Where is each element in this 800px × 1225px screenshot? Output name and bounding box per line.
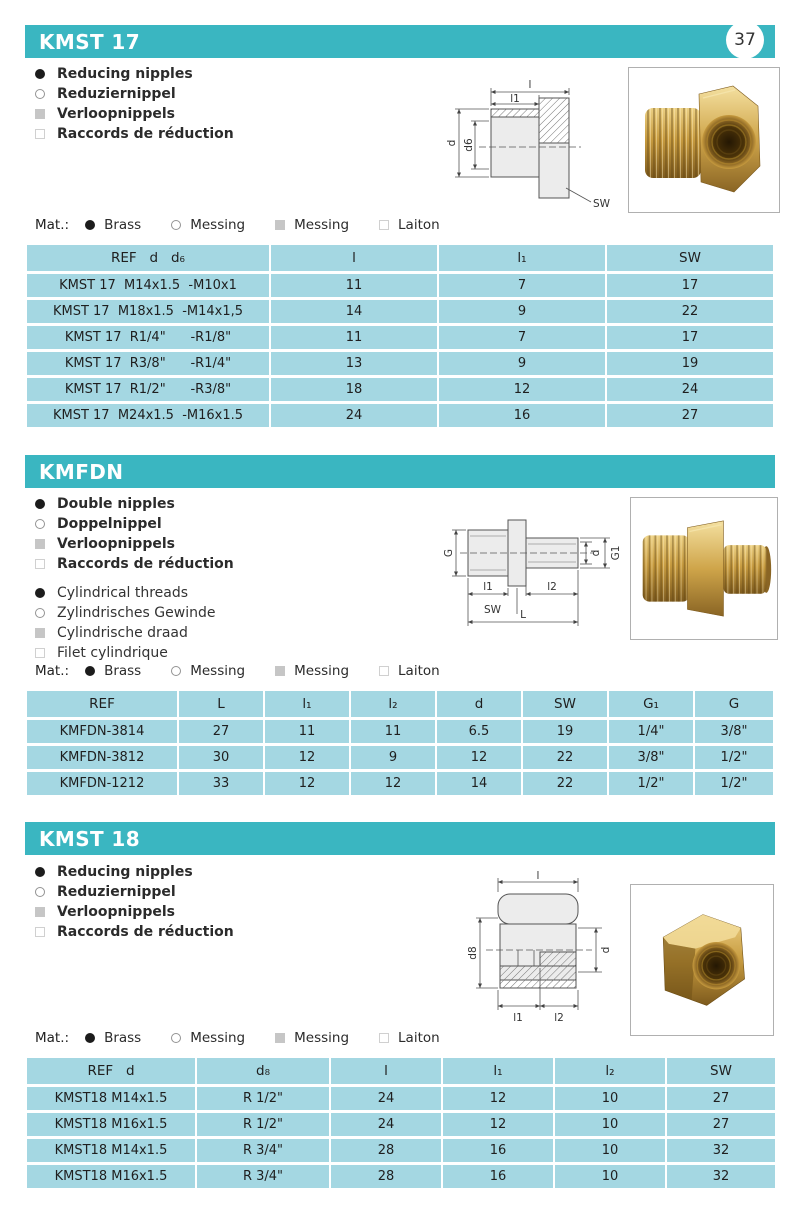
column-header: SW [667, 1058, 775, 1084]
filled-square-marker-icon [35, 109, 45, 119]
bullet-item [35, 534, 234, 554]
table-cell: 9 [439, 352, 605, 375]
column-header: l [271, 245, 437, 271]
table-cell: 14 [437, 772, 521, 795]
table-row [27, 746, 773, 769]
table-cell: 27 [667, 1113, 775, 1136]
table-cell: 12 [437, 746, 521, 769]
dim-label-l1: l1 [483, 581, 493, 593]
bullet-label: Raccords de réduction [57, 556, 234, 572]
table-row [27, 772, 773, 795]
table-cell: 24 [607, 378, 773, 401]
dim-label-l2: l2 [554, 1012, 564, 1024]
table-cell: 10 [555, 1113, 665, 1136]
table-cell: KMST 17 R1/4" -R1/8" [27, 326, 269, 349]
table-cell: KMST18 M16x1.5 [27, 1113, 195, 1136]
bullet-item [35, 64, 234, 84]
bullet-label: Raccords de réduction [57, 924, 234, 940]
table-cell: 10 [555, 1139, 665, 1162]
table-cell: 17 [607, 326, 773, 349]
filled-circle-marker-icon [35, 588, 45, 598]
dim-label-l2: l2 [547, 581, 557, 593]
section-header-kmst18 [25, 822, 775, 855]
dim-label-G: G [443, 548, 455, 558]
table-cell: 32 [667, 1165, 775, 1188]
dim-label-l1: l1 [513, 1012, 523, 1024]
bullet-item [35, 583, 215, 603]
dim-label-d: d [590, 549, 602, 557]
materials-line-kmst18 [35, 1029, 470, 1047]
spec-table-kmst17 [25, 242, 775, 430]
filled-circle-marker-icon [85, 1033, 95, 1043]
table-cell: 27 [607, 404, 773, 427]
open-square-marker-icon [379, 1033, 389, 1043]
table-cell: 1/2" [695, 772, 773, 795]
technical-diagram-kmst17 [433, 76, 628, 216]
page-number: 37 [734, 30, 756, 50]
filled-square-marker-icon [275, 666, 285, 676]
table-header [27, 245, 773, 271]
open-square-marker-icon [35, 559, 45, 569]
bullet-item [35, 623, 215, 643]
open-circle-marker-icon [35, 608, 45, 618]
dim-label-G1: G1 [610, 545, 622, 561]
table-cell: 1/2" [609, 772, 693, 795]
table-cell: 13 [271, 352, 437, 375]
column-header: REF d d₆ [27, 245, 269, 271]
section-title-kmfdn: KMFDN [39, 459, 124, 484]
table-cell: 12 [439, 378, 605, 401]
dim-label-d6: d6 [463, 138, 475, 152]
filled-circle-marker-icon [35, 69, 45, 79]
table-cell: 9 [351, 746, 435, 769]
table-cell: 24 [271, 404, 437, 427]
column-header: REF d [27, 1058, 195, 1084]
table-cell: 22 [607, 300, 773, 323]
table-cell: 30 [179, 746, 263, 769]
bullet-label: Reduziernippel [57, 86, 176, 102]
materials-line-kmfdn [35, 662, 470, 680]
material-name: Laiton [398, 217, 440, 233]
dim-label-l: l [536, 870, 540, 882]
bullet-label: Cylindrical threads [57, 585, 189, 601]
table-cell: KMFDN-3812 [27, 746, 177, 769]
column-header: REF [27, 691, 177, 717]
table-cell: 1/4" [609, 720, 693, 743]
product-photo-kmst17 [628, 67, 780, 213]
column-header: L [179, 691, 263, 717]
header-row [27, 245, 773, 271]
table-cell: 9 [439, 300, 605, 323]
table-cell: KMST18 M14x1.5 [27, 1139, 195, 1162]
materials-line-kmst17 [35, 216, 470, 234]
table-cell: 27 [179, 720, 263, 743]
dim-label-d: d [446, 139, 458, 147]
bullet-item [35, 554, 234, 574]
table-cell: KMFDN-3814 [27, 720, 177, 743]
table-cell: R 1/2" [197, 1087, 329, 1110]
materials-label: Mat.: [35, 1030, 70, 1046]
bullet-label: Verloopnippels [57, 106, 175, 122]
bullet-item [35, 494, 234, 514]
table-cell: 12 [265, 746, 349, 769]
table-cell: KMST18 M16x1.5 [27, 1165, 195, 1188]
filled-circle-marker-icon [35, 867, 45, 877]
open-circle-marker-icon [35, 887, 45, 897]
material-name: Laiton [398, 663, 440, 679]
open-circle-marker-icon [171, 666, 181, 676]
material-name: Messing [190, 217, 246, 233]
bullet-label: Reducing nipples [57, 864, 193, 880]
header-row [27, 1058, 775, 1084]
table-cell: 10 [555, 1087, 665, 1110]
table-cell: R 3/4" [197, 1139, 329, 1162]
table-cell: 7 [439, 326, 605, 349]
reducing-bushing-image [629, 68, 779, 212]
table-cell: 22 [523, 746, 607, 769]
table-cell: 24 [331, 1113, 441, 1136]
material-name: Messing [294, 217, 350, 233]
column-header: d [437, 691, 521, 717]
header-row [27, 691, 773, 717]
dim-label-l1: l1 [510, 93, 520, 105]
thread-type-list-kmfdn [35, 583, 215, 663]
bullet-label: Verloopnippels [57, 536, 175, 552]
table-cell: 12 [265, 772, 349, 795]
bullet-item [35, 514, 234, 534]
table-cell: 6.5 [437, 720, 521, 743]
table-row [27, 1087, 775, 1110]
material-name: Messing [294, 663, 350, 679]
column-header: G₁ [609, 691, 693, 717]
table-cell: R 1/2" [197, 1113, 329, 1136]
table-cell: 7 [439, 274, 605, 297]
table-row [27, 1165, 775, 1188]
bullet-label: Doppelnippel [57, 516, 162, 532]
bullet-item [35, 104, 234, 124]
table-row [27, 404, 773, 427]
bullet-item [35, 922, 234, 942]
bullet-label: Double nipples [57, 496, 175, 512]
section-title-kmst18: KMST 18 [39, 826, 141, 851]
bullet-item [35, 603, 215, 623]
filled-circle-marker-icon [35, 499, 45, 509]
table-header [27, 1058, 775, 1084]
bullet-label: Zylindrisches Gewinde [57, 605, 216, 621]
column-header: l₁ [443, 1058, 553, 1084]
double-nipple-image [631, 498, 777, 639]
filled-square-marker-icon [275, 220, 285, 230]
column-header: l [331, 1058, 441, 1084]
material-name: Messing [294, 1030, 350, 1046]
feature-list-kmst17 [35, 64, 234, 144]
open-square-marker-icon [35, 927, 45, 937]
open-circle-marker-icon [171, 1033, 181, 1043]
table-body [27, 274, 773, 427]
material-name: Messing [190, 663, 246, 679]
bullet-item [35, 882, 234, 902]
spec-table-kmst18 [25, 1055, 777, 1191]
section-header-kmst17 [25, 25, 775, 58]
bullet-label: Raccords de réduction [57, 126, 234, 142]
page-number-badge [726, 21, 764, 59]
filled-square-marker-icon [275, 1033, 285, 1043]
table-row [27, 352, 773, 375]
material-name: Brass [104, 1030, 142, 1046]
table-cell: KMFDN-1212 [27, 772, 177, 795]
table-cell: 22 [523, 772, 607, 795]
table-cell: 19 [607, 352, 773, 375]
technical-diagram-kmst18 [460, 868, 625, 1028]
material-name: Brass [104, 663, 142, 679]
column-header: SW [607, 245, 773, 271]
table-body [27, 720, 773, 795]
bullet-label: Reduziernippel [57, 884, 176, 900]
open-circle-marker-icon [35, 89, 45, 99]
section-title-kmst17: KMST 17 [39, 29, 141, 54]
table-cell: 19 [523, 720, 607, 743]
bullet-item [35, 862, 234, 882]
table-cell: 33 [179, 772, 263, 795]
bullet-item [35, 124, 234, 144]
dim-label-sw: SW [484, 604, 502, 616]
table-cell: 11 [271, 274, 437, 297]
table-cell: KMST 17 M18x1.5 -M14x1,5 [27, 300, 269, 323]
table-cell: 17 [607, 274, 773, 297]
bullet-label: Filet cylindrique [57, 645, 168, 661]
table-cell: 16 [443, 1139, 553, 1162]
table-cell: 12 [443, 1113, 553, 1136]
spec-table-kmfdn [25, 688, 775, 798]
table-cell: 3/8" [609, 746, 693, 769]
column-header: l₂ [351, 691, 435, 717]
hex-nut-image [631, 885, 773, 1035]
open-circle-marker-icon [171, 220, 181, 230]
materials-label: Mat.: [35, 663, 70, 679]
dim-label-d: d [600, 946, 612, 954]
table-cell: KMST18 M14x1.5 [27, 1087, 195, 1110]
table-row [27, 1139, 775, 1162]
column-header: d₈ [197, 1058, 329, 1084]
table-cell: 32 [667, 1139, 775, 1162]
table-cell: KMST 17 R1/2" -R3/8" [27, 378, 269, 401]
bullet-item [35, 643, 215, 663]
open-square-marker-icon [35, 648, 45, 658]
table-row [27, 378, 773, 401]
table-cell: 11 [265, 720, 349, 743]
table-body [27, 1087, 775, 1188]
filled-square-marker-icon [35, 539, 45, 549]
bullet-label: Cylindrische draad [57, 625, 188, 641]
table-cell: 16 [443, 1165, 553, 1188]
column-header: l₁ [439, 245, 605, 271]
table-cell: 14 [271, 300, 437, 323]
table-cell: 3/8" [695, 720, 773, 743]
feature-list-kmst18 [35, 862, 234, 942]
section-header-kmfdn [25, 455, 775, 488]
table-cell: 1/2" [695, 746, 773, 769]
table-cell: 16 [439, 404, 605, 427]
column-header: l₂ [555, 1058, 665, 1084]
open-square-marker-icon [35, 129, 45, 139]
table-cell: 28 [331, 1165, 441, 1188]
feature-list-kmfdn [35, 494, 234, 574]
bullet-label: Reducing nipples [57, 66, 193, 82]
material-name: Laiton [398, 1030, 440, 1046]
filled-circle-marker-icon [85, 220, 95, 230]
bullet-item [35, 902, 234, 922]
table-row [27, 326, 773, 349]
table-row [27, 1113, 775, 1136]
open-circle-marker-icon [35, 519, 45, 529]
column-header: G [695, 691, 773, 717]
table-cell: KMST 17 M14x1.5 -M10x1 [27, 274, 269, 297]
table-cell: 12 [443, 1087, 553, 1110]
table-cell: KMST 17 R3/8" -R1/4" [27, 352, 269, 375]
bullet-label: Verloopnippels [57, 904, 175, 920]
table-row [27, 720, 773, 743]
open-square-marker-icon [379, 220, 389, 230]
table-cell: 11 [351, 720, 435, 743]
table-cell: 27 [667, 1087, 775, 1110]
column-header: SW [523, 691, 607, 717]
filled-square-marker-icon [35, 628, 45, 638]
table-row [27, 300, 773, 323]
table-header [27, 691, 773, 717]
table-cell: 18 [271, 378, 437, 401]
table-cell: 28 [331, 1139, 441, 1162]
materials-label: Mat.: [35, 217, 70, 233]
table-cell: KMST 17 M24x1.5 -M16x1.5 [27, 404, 269, 427]
dim-label-L: L [520, 609, 526, 621]
open-square-marker-icon [379, 666, 389, 676]
material-name: Messing [190, 1030, 246, 1046]
bullet-item [35, 84, 234, 104]
table-cell: 12 [351, 772, 435, 795]
dim-label-d8: d8 [467, 946, 479, 960]
filled-square-marker-icon [35, 907, 45, 917]
table-row [27, 274, 773, 297]
product-photo-kmst18 [630, 884, 774, 1036]
technical-diagram-kmfdn [418, 496, 623, 636]
dim-label-sw: SW [593, 198, 611, 210]
material-name: Brass [104, 217, 142, 233]
table-cell: R 3/4" [197, 1165, 329, 1188]
table-cell: 11 [271, 326, 437, 349]
column-header: l₁ [265, 691, 349, 717]
dim-label-l: l [528, 79, 532, 91]
table-cell: 10 [555, 1165, 665, 1188]
table-cell: 24 [331, 1087, 441, 1110]
product-photo-kmfdn [630, 497, 778, 640]
filled-circle-marker-icon [85, 666, 95, 676]
